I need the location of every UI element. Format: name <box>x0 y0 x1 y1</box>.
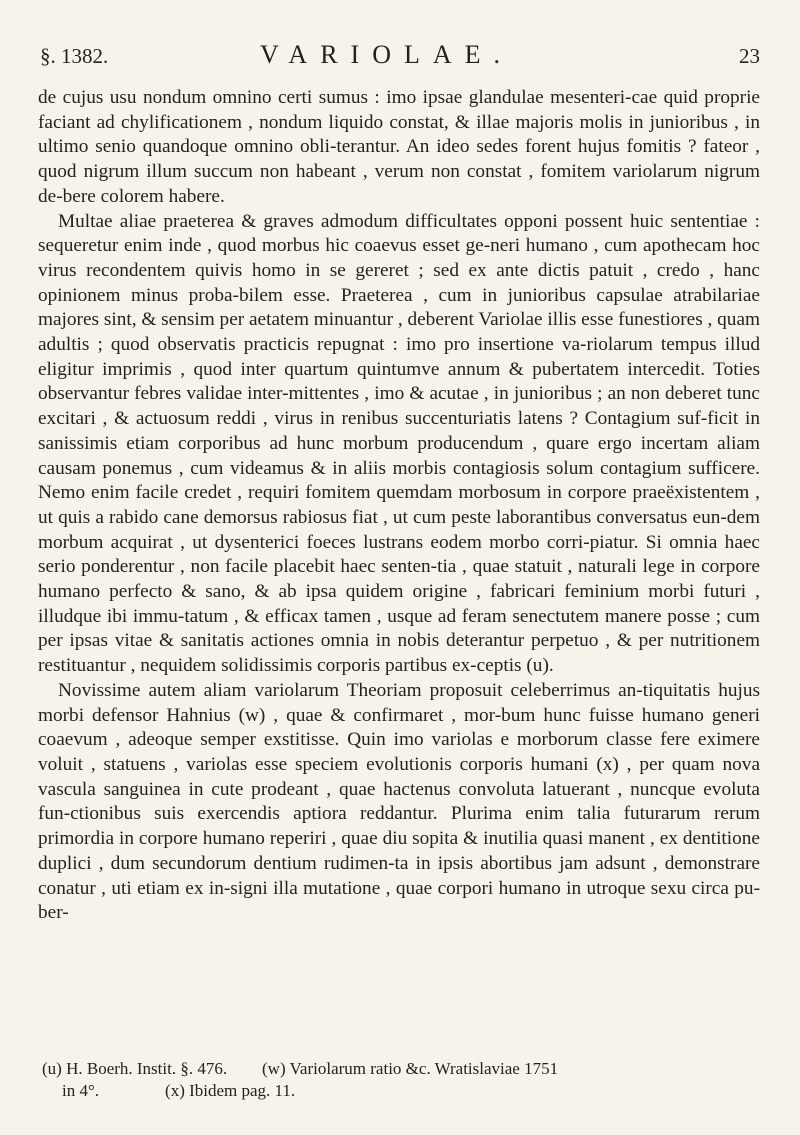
page-number: 23 <box>739 44 760 68</box>
footnote-u-continued: in 4°. <box>62 1081 100 1100</box>
running-title: VARIOLAE. <box>260 40 514 69</box>
footnote-x: (x) Ibidem pag. 11. <box>165 1081 296 1100</box>
paragraph: de cujus usu nondum omnino certi sumus : imo ipsae glandulae mesenteri-cae quid proprie faciant ad chylificationem , nondum liquido constat, & illae majoris molis in junioribus , in ultimo senio quandoque omnino obli-terantur. An ideo sedes forent hujus fomitis ? fateor , quod nigrum illum succum non habeant , verum non constat , fomitem variolarum nigrum de-bere colorem habere. <box>38 87 760 207</box>
footnote-row <box>38 1058 760 1080</box>
footnotes <box>38 1058 760 1102</box>
body-text <box>38 86 760 926</box>
footnote-u: (u) H. Boerh. Instit. §. 476. <box>42 1059 228 1078</box>
running-header <box>40 40 760 80</box>
paragraph: Novissime autem aliam variolarum Theoriam proposuit celeberrimus an-tiquitatis hujus morbi defensor Hahnius (w) , quae & confirmaret , mor-bum hunc fuisse humano generi coaevum , adeoque semper exstitisse. Quin imo variolas e morborum classe fere eximere voluit , statuens , variolas esse speciem evolutionis corporis humani (x) , per quam nova vascula sanguinea in cute prodeant , quae hactenus convoluta latuerant , nuncque evoluta fun-ctionibus suis exercendis aptiora reddantur. Plurima enim talia futurarum rerum primordia in corpore humano reperiri , quae diu sopita & inutilia quasi manent , ex dentitione duplici , dum secundorum dentium rudimen-ta in ipsis abortibus jam adsunt , demonstrare conatur , uti etiam ex in-signi illa mutatione , quae corpori humano in utroque sexu circa pu-ber- <box>38 679 760 924</box>
section-number: §. 1382. <box>40 44 109 68</box>
footnote-row <box>38 1080 760 1102</box>
paragraph: Multae aliae praeterea & graves admodum difficultates opponi possent huic sententiae : sequeretur enim inde , quod morbus hic coaevus esset ge-neri humano , cum apothecam hoc virus recondentem quivis homo in se gereret ; sed ex ante dictis patuit , credo , hanc opinionem minus proba-bilem esse. Praeterea , cum in junioribus capsulae atrabilariae majores sint, & sensim per aetatem minuantur , deberent Variolae illis esse funestiores , quam adultis ; quod observatis practicis repugnat : imo pro insertione va-riolarum tempus illud eligitur imprimis , quod inter quartum quintumve annum & pubertatem intercedit. Toties observantur febres validae inter-mittentes , imo & acutae , in junioribus ; an non deberet tunc excitari , & actuosum reddi , virus in renibus succenturiatis latens ? Contagium suf-ficit in sanissimis etiam corporibus ad hunc morbum producendum , quare ergo incertam aliam causam ponemus , cum videamus & in aliis morbis contagiosis solum contagium sufficere. Nemo enim facile credet , requiri fomitem quemdam morbosum in corpore praeëxistentem , ut quis a rabido cane demorsus rabiosus fiat , ut cum peste laborantibus conversatus eun-dem morbum acquirat , ut dysenterici foeces lustrans eodem morbo corri-piatur. Si omnia haec serio ponderentur , non facile placebit haec senten-tia , quae statuit , naturali lege in corpore humano perfecto & sano, & ab ipsa quidem origine , fabricari feminium morbi futuri , illudque ibi immu-tatum , & efficax tamen , usque ad feram senectutem manere posse ; cum per ipsas vitae & sanitatis actiones omnia in nobis deterantur perpetuo , & per nutritionem restituantur , nequidem solidissimis corporis partibus ex-ceptis (u). <box>38 210 760 677</box>
footnote-w: (w) Variolarum ratio &c. Wratislaviae 1751 <box>262 1059 559 1078</box>
